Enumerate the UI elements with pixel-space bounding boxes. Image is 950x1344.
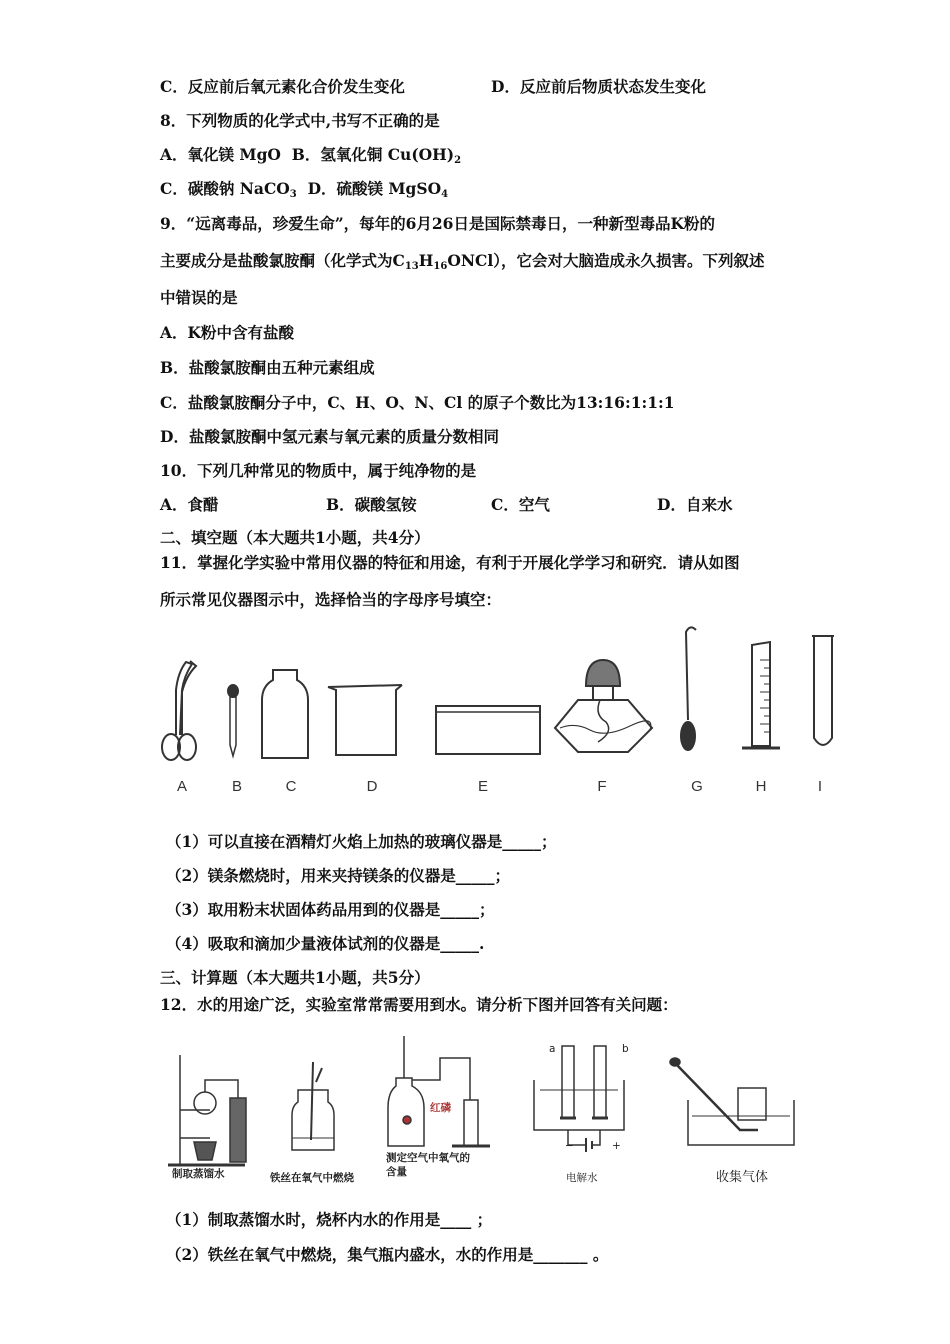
q8-option-b-sub: 2 <box>454 155 462 166</box>
caption-air-line2: 含量 <box>386 1166 407 1178</box>
q8-option-b: B．氢氧化铜 Cu(OH) <box>291 145 455 164</box>
instrument-label-c: C <box>285 778 297 795</box>
q9-option-b: B．盐酸氯胺酮由五种元素组成 <box>160 358 375 377</box>
q8-option-cd <box>160 179 448 205</box>
alcohol-lamp-drawing <box>555 660 652 752</box>
q9-line1: 9．“远离毒品，珍爱生命”，每年的6月26日是国际禁毒日，一种新型毒品K粉的 <box>160 214 715 233</box>
caption-iron: 铁丝在氧气中燃烧 <box>270 1172 354 1184</box>
q11-sub-2: （2）镁条燃烧时，用来夹持镁条的仪器是_____； <box>166 866 511 885</box>
q9-line2-pre: 主要成分是盐酸氯胺酮（化学式为C <box>160 251 405 270</box>
air-oxygen-setup-drawing <box>388 1036 490 1146</box>
caption-air-line1: 测定空气中氧气的 <box>386 1152 470 1164</box>
q8-option-c-sub: 3 <box>289 189 297 200</box>
q10-option-a: A．食醋 <box>160 495 219 514</box>
caption-electrode-a: a <box>549 1043 556 1055</box>
q8-option-d-sub: 4 <box>441 189 449 200</box>
section-2-heading: 二、填空题（本大题共1小题，共4分） <box>160 528 430 547</box>
instrument-label-d: D <box>366 778 378 795</box>
q9-line2-post: ONCl），它会对大脑造成永久损害。下列叙述 <box>447 251 765 270</box>
q9-h: H <box>418 251 434 270</box>
q11-line1: 11．掌握化学实验中常用仪器的特征和用途，有利于开展化学学习和研究．请从如图 <box>160 553 740 572</box>
instrument-label-i: I <box>817 778 823 795</box>
q9-option-c: C．盐酸氯胺酮分子中，C、H、O、N、Cl 的原子个数比为13:16:1:1:1 <box>160 393 675 412</box>
instrument-label-h: H <box>755 778 767 795</box>
instrument-label-a: A <box>176 778 187 795</box>
crucible-tongs-drawing <box>162 661 196 760</box>
test-tube-drawing <box>812 636 834 745</box>
combustion-spoon-drawing <box>681 627 696 750</box>
q8-option-d: D．硫酸镁 MgSO <box>307 179 442 198</box>
q11-sub-3: （3）取用粉末状固体药品用到的仪器是_____； <box>166 900 495 919</box>
q9-sub-13: 13 <box>404 261 419 272</box>
caption-electrode-b: b <box>622 1043 629 1055</box>
q12-sub-2: （2）铁丝在氧气中燃烧，集气瓶内盛水，水的作用是_______ 。 <box>166 1245 609 1264</box>
instrument-label-e: E <box>477 778 488 795</box>
electrolysis-setup-drawing <box>534 1046 624 1152</box>
q12-stem: 12．水的用途广泛，实验室常常需要用到水。请分析下图并回答有关问题： <box>160 995 678 1014</box>
q11-line2: 所示常见仪器图示中，选择恰当的字母序号填空： <box>160 590 502 609</box>
q10-stem: 10．下列几种常见的物质中，属于纯净物的是 <box>160 461 477 480</box>
q8-option-ab <box>160 145 461 171</box>
distillation-setup-drawing <box>168 1055 246 1165</box>
q10-option-c: C．空气 <box>491 495 550 514</box>
caption-minus: − <box>565 1140 574 1152</box>
graduated-cylinder-drawing <box>742 642 780 748</box>
water-experiments-figure <box>0 1030 950 1190</box>
beaker-drawing <box>328 685 402 755</box>
caption-electrolysis: 电解水 <box>566 1172 598 1184</box>
q10-option-d: D．自来水 <box>657 495 733 514</box>
q8-option-a: A．氧化镁 MgO <box>160 145 281 164</box>
q9-sub-16: 16 <box>433 261 448 272</box>
q9-line3: 中错误的是 <box>160 288 238 307</box>
q7-option-c: C．反应前后氧元素化合价发生变化 <box>160 77 405 96</box>
q8-option-c: C．碳酸钠 NaCO <box>160 179 290 198</box>
caption-plus: + <box>612 1140 621 1152</box>
trough-drawing <box>436 706 540 754</box>
caption-phosphorus: 红磷 <box>430 1102 451 1114</box>
q9-option-d: D．盐酸氯胺酮中氢元素与氧元素的质量分数相同 <box>160 427 499 446</box>
q8-stem: 8．下列物质的化学式中,书写不正确的是 <box>160 111 440 130</box>
iron-burning-bottle-drawing <box>292 1062 334 1150</box>
q10-option-b: B．碳酸氢铵 <box>326 495 417 514</box>
gas-collection-setup-drawing <box>670 1058 794 1145</box>
section-3-heading: 三、计算题（本大题共1小题，共5分） <box>160 968 430 987</box>
q9-line2 <box>160 251 765 277</box>
q7-option-d: D．反应前后物质状态发生变化 <box>491 77 706 96</box>
instrument-label-g: G <box>691 778 703 795</box>
q11-sub-4: （4）吸取和滴加少量液体试剂的仪器是_____. <box>166 934 485 953</box>
caption-distill: 制取蒸馏水 <box>172 1168 225 1180</box>
dropper-drawing <box>228 685 238 756</box>
q12-sub-1: （1）制取蒸馏水时，烧杯内水的作用是____ ； <box>166 1210 493 1229</box>
q9-option-a: A．K粉中含有盐酸 <box>160 323 294 342</box>
instrument-label-f: F <box>597 778 607 795</box>
wide-mouth-bottle-drawing <box>262 670 308 758</box>
instrument-label-b: B <box>231 778 242 795</box>
caption-collect: 收集气体 <box>716 1170 769 1185</box>
q11-sub-1: （1）可以直接在酒精灯火焰上加热的玻璃仪器是_____； <box>166 832 557 851</box>
